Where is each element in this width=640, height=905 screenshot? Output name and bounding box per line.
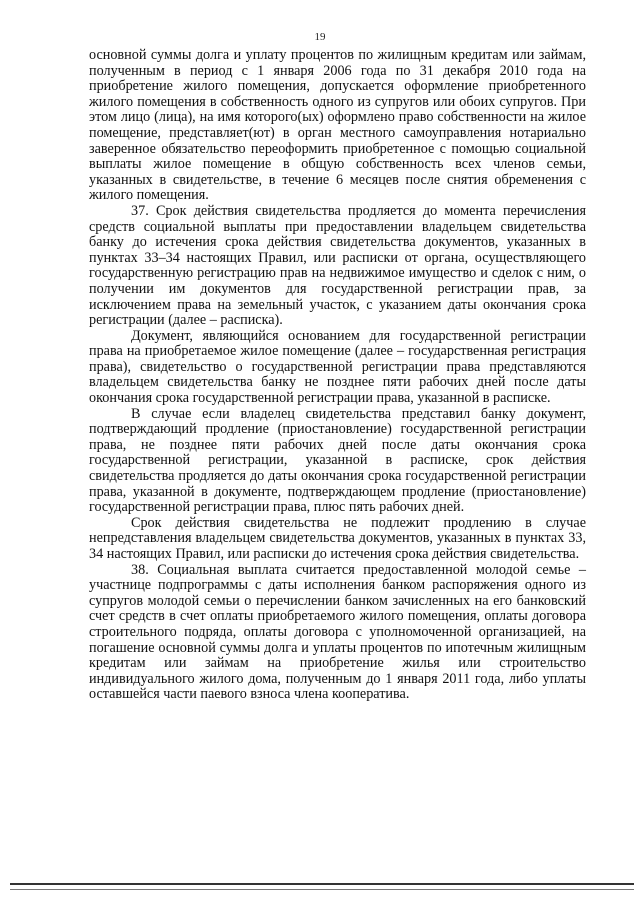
page-number: 19 <box>314 31 326 43</box>
paragraph-item-38: 38. Социальная выплата считается предоставленной молодой семье – участнице подпрограммы с даты исполнения банком распоряжения одного из супругов молодой семьи о перечислении банком зачисленных на его банковский счет средств в счет оплаты приобретаемого жилого помещения, оплаты договора строительного подряда, оплаты договора с уполномоченной организацией, на погашение основной суммы долга и уплаты процентов по ипотечным жилищным кредитам или займам на приобретение жилья или строительство индивидуального жилого дома, полученным до 1 января 2011 года, либо уплаты оставшейся части паевого взноса члена кооператива. <box>89 561 586 703</box>
paragraph-registration-document: Документ, являющийся основанием для государственной регистрации права на приобретаемое жилое помещение (далее – государственная регистрация права), свидетельство о государственной регистрации права представляются владельцем свидетельства банку не позднее пяти рабочих дней после даты окончания срока государственной регистрации права, указанной в расписке. <box>89 327 586 407</box>
paragraph-continuation: основной суммы долга и уплату процентов по жилищным кредитам или займам, полученным в период с 1 января 2006 года по 31 декабря 2010 года на приобретение жилого помещения, допускается оформление приобретенного жилого помещения в собственность одного из супругов или обоих супругов. При этом лицо (лица), на имя которого(ых) оформлено право собственности на жилое помещение, представляет(ют) в орган местного самоуправления нотариально заверенное обязательство переоформить приобретенное с помощью социальной выплаты жилое помещение в общую собственность всех членов семьи, указанных в свидетельстве, в течение 6 месяцев после снятия обременения с жилого помещения. <box>89 47 586 204</box>
paragraph-item-37: 37. Срок действия свидетельства продляется до момента перечисления средств социальной выплаты при предоставлении владельцем свидетельства банку до истечения срока действия свидетельства документов, указанных в пунктах 33–34 настоящих Правил, или расписки от органа, осуществляющего государственную регистрацию прав на недвижимое имущество и сделок с ним, о получении им документов для государственной регистрации прав, за исключением права на земельный участок, с указанием даты окончания срока регистрации (далее – расписка). <box>89 202 586 329</box>
paragraph-extension-case: В случае если владелец свидетельства представил банку документ, подтверждающий продление (приостановление) государственной регистрации права, не позднее пяти рабочих дней после даты окончания срока государственной регистрации, указанной в расписке, срок действия свидетельства продляется до даты окончания срока государственной регистрации права, указанной в документе, подтверждающем продление (приостановление) государственной регистрации права, плюс пять рабочих дней. <box>89 405 586 516</box>
bottom-divider <box>10 883 634 885</box>
document-body <box>89 48 586 703</box>
bottom-divider-secondary <box>10 889 634 890</box>
paragraph-no-extension: Срок действия свидетельства не подлежит продлению в случае непредставления владельцем свидетельства документов, указанных в пунктах 33, 34 настоящих Правил, или расписки до истечения срока действия свидетельства. <box>89 514 586 562</box>
